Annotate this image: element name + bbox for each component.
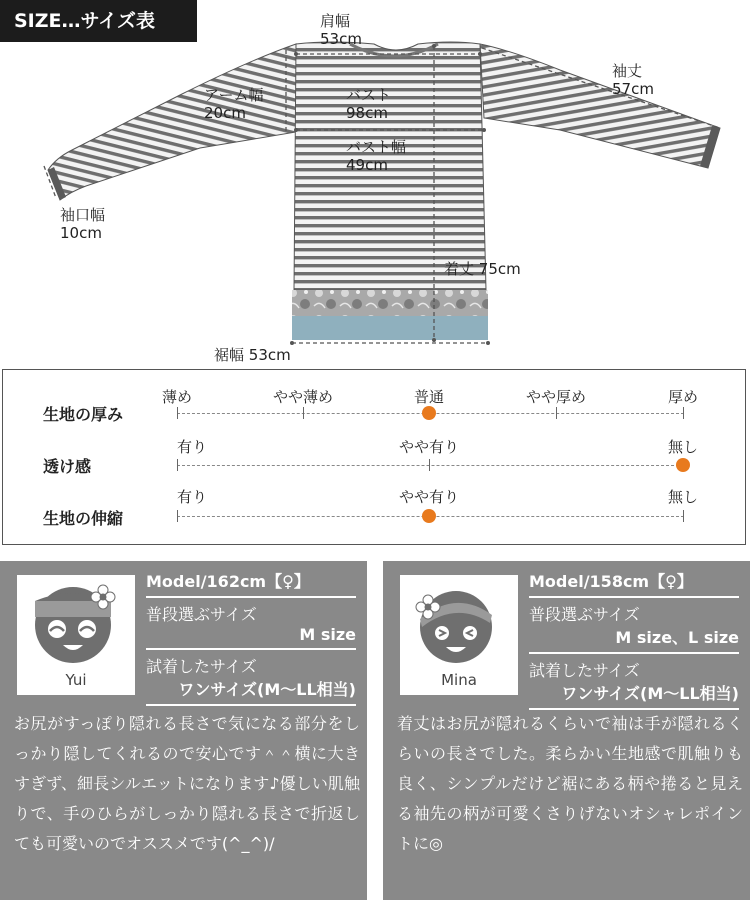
scale-name: 透け感 (43, 457, 92, 476)
usual-size-label: 普段選ぶサイズ (146, 605, 257, 624)
usual-size-value: M size、L size (615, 628, 739, 647)
tick (177, 407, 178, 419)
divider (146, 648, 356, 650)
measure-bust: バスト 98cm (346, 86, 392, 122)
tick-label: 薄め (161, 388, 193, 406)
measure-arm-width: アーム幅 20cm (204, 86, 264, 122)
tick (303, 407, 304, 419)
tick (177, 459, 178, 471)
usual-size-label: 普段選ぶサイズ (529, 605, 640, 624)
scale-stretch (3, 484, 745, 534)
tick-label: やや有り (398, 438, 460, 456)
tick-label: 無し (667, 438, 699, 456)
measure-cuff-width: 袖口幅 10cm (60, 206, 106, 242)
model-info (529, 569, 739, 714)
tick-label: 有り (177, 488, 208, 506)
tick (683, 510, 684, 522)
fabric-properties (2, 369, 746, 545)
selected-dot (676, 458, 690, 472)
garment-illustration (0, 0, 750, 365)
tick (556, 407, 557, 419)
model-info (146, 569, 356, 710)
model-height: Model/158cm【♀】 (529, 572, 693, 591)
model-height: Model/162cm【♀】 (146, 572, 310, 591)
model-card-yui (0, 561, 367, 900)
scale-name: 生地の厚み (43, 405, 124, 424)
scale-name: 生地の伸縮 (43, 509, 124, 528)
divider (529, 596, 739, 598)
measure-bust-width: バスト幅 49cm (346, 138, 407, 174)
tried-size-label: 試着したサイズ (529, 661, 640, 680)
usual-size-value: M size (299, 625, 356, 644)
avatar (17, 575, 135, 695)
scale-thickness (3, 380, 745, 430)
measure-shoulder: 肩幅 53cm (320, 12, 362, 48)
tick (177, 510, 178, 522)
avatar-name: Yui (65, 671, 87, 689)
size-table-tag: SIZE…サイズ表 (0, 0, 197, 42)
tick-label: 無し (667, 488, 699, 506)
tick (683, 407, 684, 419)
tick-label: 有り (177, 438, 208, 456)
scale-line (177, 465, 684, 466)
tried-size-value: ワンサイズ(M〜LL相当) (178, 680, 356, 699)
avatar-name: Mina (441, 671, 477, 689)
winking-face-icon (400, 575, 518, 671)
selected-dot (422, 406, 436, 420)
model-card-mina (383, 561, 750, 900)
divider (146, 596, 356, 598)
scale-transparency (3, 432, 745, 482)
divider (146, 704, 356, 706)
selected-dot (422, 509, 436, 523)
tried-size-label: 試着したサイズ (146, 657, 257, 676)
tick-label: 普通 (413, 388, 445, 406)
size-chart (0, 0, 750, 365)
divider (529, 652, 739, 654)
tick-label: やや薄め (272, 388, 334, 406)
avatar (400, 575, 518, 695)
tick-label: やや有り (398, 488, 460, 506)
model-comment: 着丈はお尻が隠れるくらいで袖は手が隠れるくらいの長さでした。柔らかい生地感で肌触りも良く、シンプルだけど裾にある柄や捲ると見える袖先の柄が可愛くさりげないオシャレポイントに◎ (397, 714, 744, 853)
tick-label: 厚め (667, 388, 699, 406)
model-comment: お尻がすっぽり隠れる長さで気になる部分をしっかり隠してくれるので安心です＾＾横に大きすぎず、細長シルエットになります♪優しい肌触りで、手のひらがしっかり隠れる長さで折返しても可愛いのでオススメです(^_^)/ (14, 714, 360, 853)
smiling-face-icon (17, 575, 135, 671)
measure-sleeve-length: 袖丈 57cm (612, 62, 654, 98)
tick (429, 459, 430, 471)
measure-length: 着丈 75cm (444, 260, 521, 278)
tick-label: やや厚め (525, 388, 587, 406)
measure-hem-width: 裾幅 53cm (214, 346, 291, 364)
tried-size-value: ワンサイズ(M〜LL相当) (561, 684, 739, 703)
